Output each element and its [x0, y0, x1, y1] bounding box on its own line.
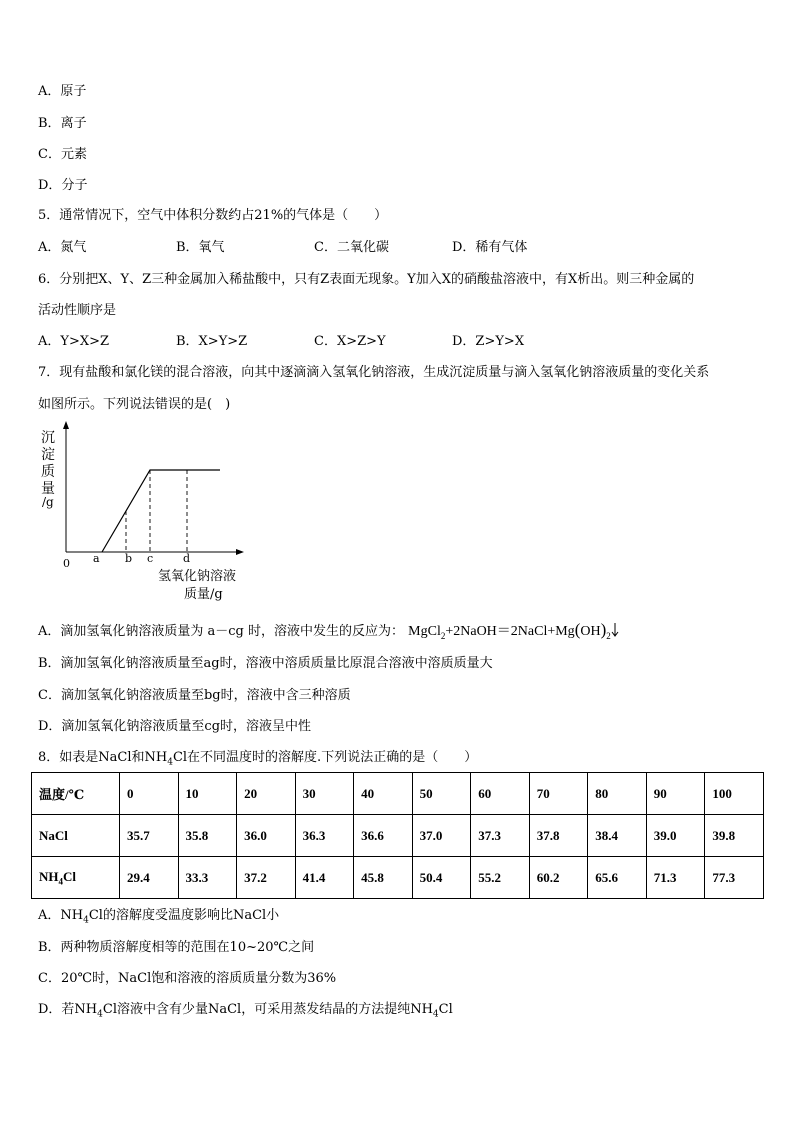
table-header-cell: 100	[705, 773, 764, 815]
q7-option-c: C．滴加氢氧化钠溶液质量至bg时，溶液中含三种溶质	[38, 688, 351, 703]
table-header-cell: 30	[295, 773, 354, 815]
graph-tick-a: a	[93, 552, 100, 565]
q5-option-b: B．氧气	[176, 240, 225, 255]
table-header-cell: 20	[237, 773, 296, 815]
table-cell: 65.6	[588, 857, 647, 899]
q7-stem-line1: 7．现有盐酸和氯化镁的混合溶液，向其中逐滴滴入氢氧化钠溶液，生成沉淀质量与滴入氢氧化钠溶液质量的变化关系	[38, 365, 710, 380]
q5-option-d: D．稀有气体	[452, 240, 528, 255]
table-cell: 38.4	[588, 815, 647, 857]
option-letter: B．	[38, 116, 61, 131]
table-header-cell: 温度/℃	[32, 773, 120, 815]
graph-x-arrow	[236, 549, 244, 555]
table-cell: 55.2	[471, 857, 530, 899]
q4-option-b	[38, 116, 87, 132]
q6-stem-line2: 活动性顺序是	[38, 303, 117, 318]
option-text: 分子	[61, 178, 88, 193]
option-letter: D．	[38, 178, 62, 193]
table-row	[32, 815, 764, 857]
q4-option-a	[38, 84, 86, 100]
table-cell: 36.3	[295, 815, 354, 857]
table-header-cell: 0	[120, 773, 179, 815]
table-header-cell: 10	[178, 773, 237, 815]
table-row	[32, 857, 764, 899]
graph-ylabel-char: 质	[41, 464, 55, 480]
table-header-cell: 70	[529, 773, 588, 815]
table-header-cell: 50	[412, 773, 471, 815]
q7-option-d: D．滴加氢氧化钠溶液质量至cg时，溶液呈中性	[38, 719, 312, 734]
graph-ylabel-char: 淀	[41, 447, 55, 463]
q8-option-d: D．若$NH_4Cl$溶液中含有少量NaCl，可采用蒸发结晶的方法提纯$NH_4Cl$	[38, 1002, 453, 1020]
q7-graph	[38, 420, 268, 610]
q7-option-a-text: A．滴加氢氧化钠溶液质量为 a－cg 时，溶液中发生的反应为：	[38, 624, 405, 639]
q5-option-c: C．二氧化碳	[314, 240, 389, 255]
table-cell: 36.6	[354, 815, 413, 857]
q8-option-a: A．$NH_4Cl$的溶解度受温度影响比NaCl小	[38, 908, 280, 926]
option-text: 原子	[60, 84, 87, 99]
q8-option-b: B．两种物质溶解度相等的范围在10~20℃之间	[38, 940, 315, 955]
table-cell: NaCl	[32, 815, 120, 857]
table-cell: 37.8	[529, 815, 588, 857]
table-cell: 29.4	[120, 857, 179, 899]
q6-option-d: D．Z>Y>X	[452, 334, 525, 349]
table-cell: 37.3	[471, 815, 530, 857]
graph-tick-b: b	[125, 552, 133, 565]
table-cell: 35.8	[178, 815, 237, 857]
q5-stem: 5．通常情况下，空气中体积分数约占21%的气体是（ ）	[38, 208, 388, 223]
q7-option-b: B．滴加氢氧化钠溶液质量至ag时，溶液中溶质质量比原混合溶液中溶质质量大	[38, 656, 493, 671]
table-header-cell: 40	[354, 773, 413, 815]
q6-options	[38, 334, 758, 350]
q8-stem: 8．如表是NaCl和$NH_4Cl$在不同温度时的溶解度.下列说法正确的是（ ）	[38, 750, 478, 768]
table-cell: 71.3	[646, 857, 705, 899]
q4-option-c	[38, 147, 87, 163]
q6-option-b: B．X>Y>Z	[176, 334, 248, 349]
table-cell: 41.4	[295, 857, 354, 899]
graph-xlabel-line1: 氢氧化钠溶液	[158, 569, 237, 584]
graph-xlabel-line2: 质量/g	[184, 587, 223, 602]
q5-option-a: A．氮气	[38, 240, 87, 255]
table-cell: 37.2	[237, 857, 296, 899]
q7-option-a-formula: $MgCl_2+2NaOH=2NaCl+Mg(OH)_2$	[408, 624, 619, 639]
graph-tick-d: d	[183, 552, 191, 565]
table-header-cell: 60	[471, 773, 530, 815]
table-header-cell: 80	[588, 773, 647, 815]
q6-option-a: A．Y>X>Z	[38, 334, 110, 349]
q7-option-a	[38, 620, 619, 646]
q8-option-c: C．20℃时，NaCl饱和溶液的溶质质量分数为36%	[38, 971, 337, 986]
option-text: 元素	[60, 147, 87, 162]
precipitate-arrow-icon	[611, 623, 619, 637]
table-header-cell: 90	[646, 773, 705, 815]
option-letter: A．	[38, 84, 61, 99]
q6-option-c: C．X>Z>Y	[314, 334, 386, 349]
solubility-table	[31, 772, 764, 899]
table-cell: 36.0	[237, 815, 296, 857]
q7-stem-line2: 如图所示。下列说法错误的是( )	[38, 397, 231, 412]
table-cell: 60.2	[529, 857, 588, 899]
graph-ylabel-char: 沉	[41, 430, 55, 446]
option-text: 离子	[60, 116, 87, 131]
table-cell: 45.8	[354, 857, 413, 899]
graph-ylabel-char: 量	[41, 481, 55, 497]
graph-y-arrow	[63, 421, 69, 429]
table-cell: 39.0	[646, 815, 705, 857]
graph-ylabel-unit: /g	[42, 495, 54, 509]
table-cell: 37.0	[412, 815, 471, 857]
table-header-row	[32, 773, 764, 815]
q5-options	[38, 240, 758, 256]
option-letter: C．	[38, 147, 61, 162]
table-cell: 33.3	[178, 857, 237, 899]
q6-stem-line1: 6．分别把X、Y、Z三种金属加入稀盐酸中，只有Z表面无现象。Y加入X的硝酸盐溶液中，有X析出。则三种金属的	[38, 272, 695, 287]
table-cell: 35.7	[120, 815, 179, 857]
q4-option-d	[38, 178, 87, 194]
table-cell: 39.8	[705, 815, 764, 857]
graph-tick-c: c	[147, 552, 154, 565]
q7-graph-svg	[38, 420, 268, 610]
table-cell: 50.4	[412, 857, 471, 899]
table-cell: 77.3	[705, 857, 764, 899]
table-cell: $NH_4Cl$	[32, 857, 120, 899]
graph-origin-label: 0	[63, 557, 70, 570]
graph-curve	[102, 470, 220, 552]
